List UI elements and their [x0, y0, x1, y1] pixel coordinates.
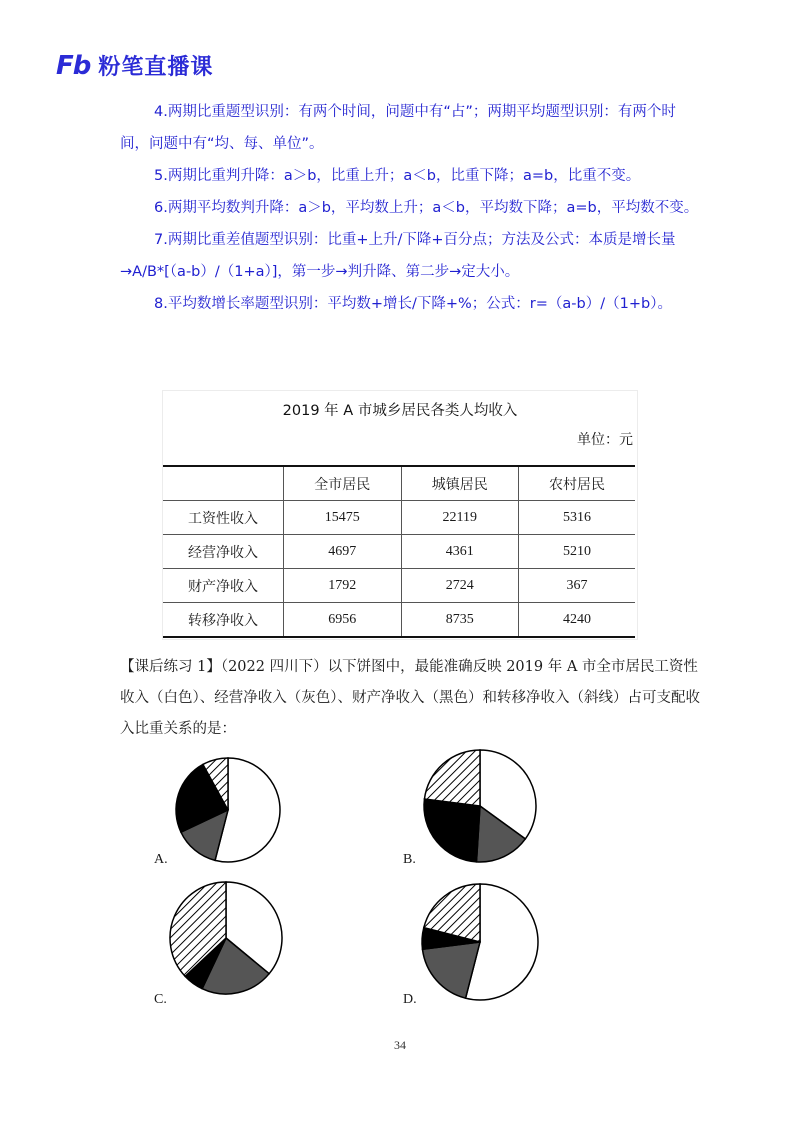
option-a-label[interactable]: A. — [154, 852, 168, 867]
table-header-row — [163, 466, 635, 501]
table-unit: 单位：元 — [577, 432, 633, 448]
rule-5: 5.两期比重判升降：a＞b，比重上升；a＜b，比重下降；a=b，比重不变。 — [154, 168, 641, 184]
table-cell: 5316 — [519, 501, 636, 535]
option-d-label[interactable]: D. — [403, 992, 417, 1007]
table-cell: 6956 — [284, 603, 402, 638]
pie-chart — [420, 880, 540, 1005]
exercise-question — [120, 652, 700, 745]
option-b-pie — [420, 746, 540, 870]
exercise-text: 【课后练习 1】（2022 四川下）以下饼图中，最能准确反映 2019 年 A 市全市居民工资性收入（白色）、经营净收入（灰色）、财产净收入（黑色）和转移净收入（斜线）占可支配收入比重关系的是： — [120, 659, 700, 737]
pie-slice-hatch — [424, 750, 480, 806]
option-c-label[interactable]: C. — [154, 992, 167, 1007]
option-c-pie — [168, 880, 288, 1004]
brand-header — [56, 50, 213, 81]
brand-name: 粉笔直播课 — [98, 55, 214, 80]
row-label: 转移净收入 — [163, 603, 284, 638]
income-table-figure — [162, 390, 638, 640]
option-b-label[interactable]: B. — [403, 852, 416, 867]
table-cell: 1792 — [284, 569, 402, 603]
pie-chart — [168, 756, 288, 866]
page-number: 34 — [394, 1038, 406, 1052]
table-row — [163, 535, 635, 569]
pie-chart — [420, 746, 540, 866]
row-label: 财产净收入 — [163, 569, 284, 603]
header-cell — [163, 466, 284, 501]
table-cell: 4697 — [284, 535, 402, 569]
rule-7: 7.两期比重差值题型识别：比重+上升/下降+百分点；方法及公式：本质是增长量→A/B*[（a-b）/（1+a）]，第一步→判升降、第二步→定大小。 — [120, 232, 676, 280]
table-cell: 22119 — [401, 501, 519, 535]
table-cell: 8735 — [401, 603, 519, 638]
rule-6: 6.两期平均数判升降：a＞b，平均数上升；a＜b，平均数下降；a=b，平均数不变。 — [154, 200, 699, 216]
table-cell: 4361 — [401, 535, 519, 569]
option-d-pie — [420, 880, 540, 1009]
header-cell: 全市居民 — [284, 466, 402, 501]
row-label: 工资性收入 — [163, 501, 284, 535]
table-cell: 15475 — [284, 501, 402, 535]
option-a-pie — [168, 756, 288, 870]
row-label: 经营净收入 — [163, 535, 284, 569]
table-cell: 2724 — [401, 569, 519, 603]
pie-chart — [168, 880, 288, 1000]
table-row — [163, 603, 635, 638]
header-cell: 城镇居民 — [401, 466, 519, 501]
rule-8: 8.平均数增长率题型识别：平均数+增长/下降+%；公式：r=（a-b）/（1+b）。 — [154, 296, 672, 312]
table-row — [163, 501, 635, 535]
rule-4: 4.两期比重题型识别：有两个时间，问题中有“占”；两期平均题型识别：有两个时间，问题中有“均、每、单位”。 — [120, 104, 676, 152]
brand-logo: Fb — [56, 50, 91, 81]
pie-slice-black — [424, 799, 480, 862]
table-cell: 367 — [519, 569, 636, 603]
table-row — [163, 569, 635, 603]
income-table — [163, 465, 635, 638]
table-cell: 4240 — [519, 603, 636, 638]
header-cell: 农村居民 — [519, 466, 636, 501]
table-cell: 5210 — [519, 535, 636, 569]
rules-list — [120, 96, 700, 320]
table-title: 2019 年 A 市城乡居民各类人均收入 — [282, 403, 518, 419]
